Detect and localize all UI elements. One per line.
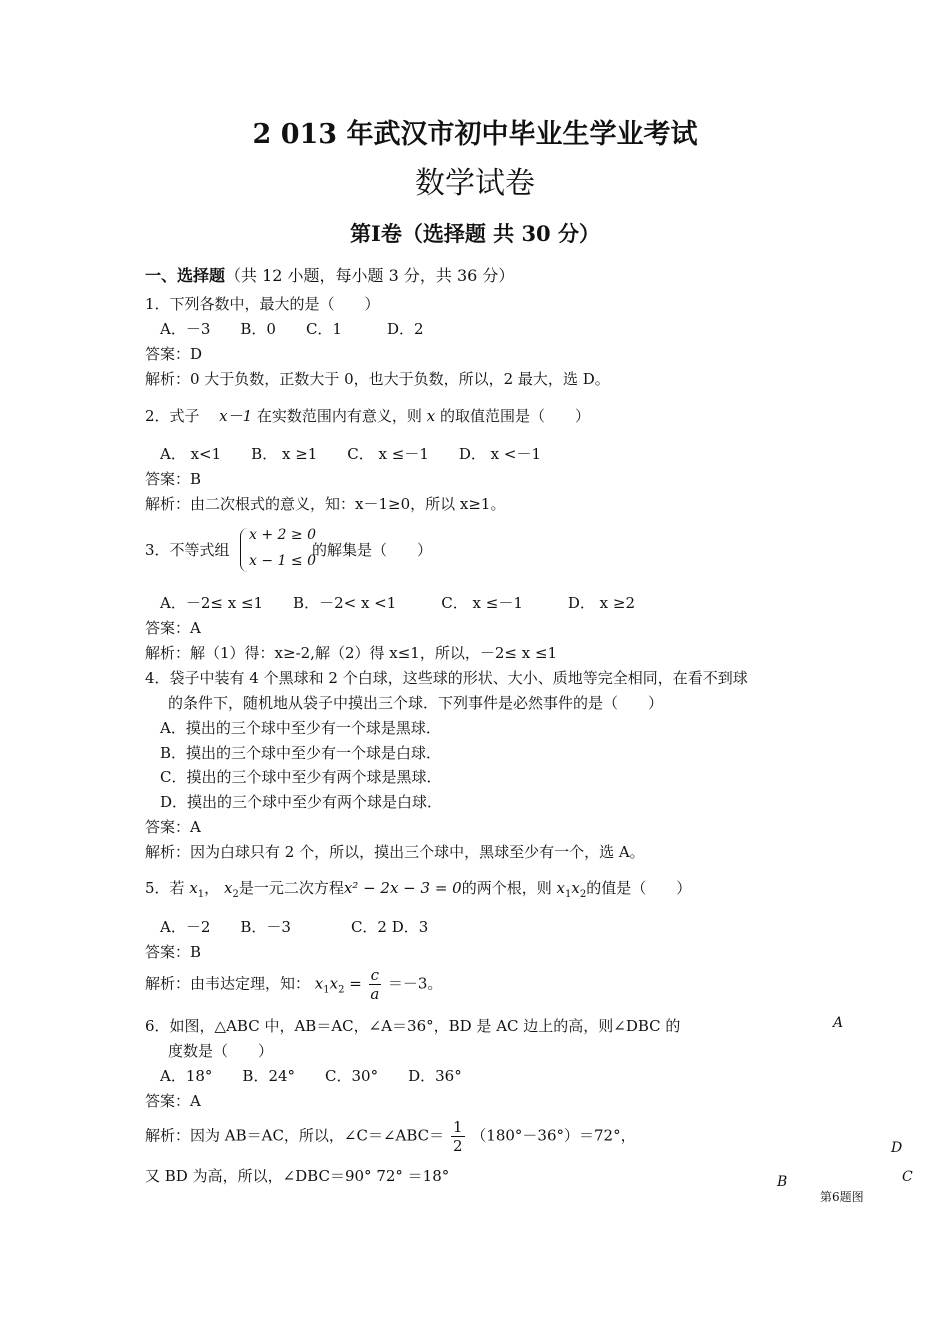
figure-label-d: D (891, 1140, 903, 1156)
q5-product-x1: x (556, 879, 565, 897)
q6-analysis-a: 解析：因为 AB＝AC，所以，∠C＝∠ABC＝ (145, 1126, 445, 1145)
q4-answer: 答案：A (145, 818, 201, 836)
q3-brace (240, 528, 249, 572)
q5-analysis-x2: x (329, 974, 339, 993)
q6-options: A．18° B．24° C．30° D．36° (160, 1067, 462, 1085)
q5-stem-d: 的值是（ ） (586, 879, 692, 897)
q6-fraction-denominator: 2 (452, 1137, 463, 1155)
q5-answer: 答案：B (145, 943, 202, 961)
q5-subscript-1: 1 (197, 889, 205, 900)
q2-stem-a: 2．式子 (145, 407, 200, 425)
q5-analysis-x1: x (314, 974, 324, 993)
q1-stem: 1．下列各数中，最大的是（ ） (145, 295, 380, 313)
q5-root-x1: x (189, 879, 198, 897)
q5-analysis-b: ＝－3。 (387, 974, 443, 993)
q4-stem-line1: 4．袋子中装有 4 个黑球和 2 个白球，这些球的形状、大小、质地等完全相同，在看不到球 (145, 669, 748, 687)
q5-fraction-denominator: a (370, 985, 380, 1003)
q3-inequality-2: x − 1 ≤ 0 (249, 553, 316, 569)
q5-comma: ， (204, 879, 220, 897)
q6-stem-line1: 6．如图，△ABC 中，AB＝AC，∠A＝36°，BD 是 AC 边上的高，则∠DBC 的 (145, 1017, 681, 1035)
volume-title: 第Ⅰ卷（选择题 共 30 分） (350, 221, 600, 246)
q6-stem-line2: 度数是（ ） (168, 1042, 274, 1060)
q5-product-sub-2: 2 (579, 889, 587, 900)
q1-answer: 答案：D (145, 345, 203, 363)
q4-option-b: B．摸出的三个球中至少有一个球是白球． (160, 744, 442, 762)
q6-analysis (145, 1118, 636, 1155)
q4-option-d: D．摸出的三个球中至少有两个球是白球． (160, 793, 443, 811)
exam-title: 2 013 年武汉市初中毕业生学业考试 (252, 119, 698, 150)
exam-subtitle: 数学试卷 (415, 166, 535, 201)
section-heading-note: （共 12 小题，每小题 3 分，共 36 分） (225, 266, 515, 285)
q5-analysis (145, 966, 442, 1003)
q3-inequality-1: x + 2 ≥ 0 (249, 527, 316, 543)
section-heading (145, 266, 514, 286)
q2-radical-expression: x－1 (219, 407, 253, 425)
q1-analysis: 解析：0 大于负数，正数大于 0，也大于负数，所以，2 最大，选 D。 (145, 370, 610, 388)
q2-stem-b: 在实数范围内有意义，则 (256, 407, 422, 425)
q3-analysis: 解析：解（1）得：x≥-2,解（2）得 x≤1，所以，－2≤ x ≤1 (145, 644, 558, 662)
q5-analysis-sub-1: 1 (323, 984, 330, 996)
q6-fraction-numerator: 1 (452, 1118, 463, 1136)
q6-fraction (451, 1118, 465, 1155)
q6-analysis-b: （180°－36°）＝72°， (471, 1126, 636, 1145)
section-heading-label: 一、选择题 (145, 266, 226, 285)
q5-options: A．－2 B．－3 C．2 D．3 (160, 918, 429, 936)
q5-analysis-equals: = (349, 974, 362, 993)
q4-option-c: C．摸出的三个球中至少有两个球是黑球． (160, 768, 442, 786)
q5-stem-c: 的两个根，则 (461, 879, 552, 897)
q3-options: A．－2≤ x ≤1 B．－2< x <1 C． x ≤－1 D． x ≥2 (160, 594, 636, 612)
q2-analysis: 解析：由二次根式的意义，知：x－1≥0，所以 x≥1。 (145, 495, 506, 513)
q5-stem-b: 是一元二次方程 (238, 879, 344, 897)
q4-option-a: A．摸出的三个球中至少有一个球是黑球． (160, 719, 441, 737)
q2-options: A． x<1 B． x ≥1 C． x ≤－1 D． x <－1 (160, 445, 542, 463)
q6-analysis-line2: 又 BD 为高，所以，∠DBC＝90° 72° ＝18° (145, 1167, 450, 1185)
q2-answer: 答案：B (145, 470, 202, 488)
figure-label-a: A (833, 1015, 844, 1031)
q3-answer: 答案：A (145, 619, 201, 637)
q4-analysis: 解析：因为白球只有 2 个，所以，摸出三个球中，黑球至少有一个，选 A。 (145, 843, 645, 861)
q5-product-x2: x (571, 879, 580, 897)
q5-fraction-numerator: c (370, 966, 380, 984)
q2-variable: x (426, 407, 436, 425)
q5-fraction (369, 966, 381, 1003)
q3-stem-a: 3．不等式组 (145, 541, 230, 559)
q5-stem-a: 5．若 (145, 879, 185, 897)
q2-stem-c: 的取值范围是（ ） (439, 407, 590, 425)
q5-stem (145, 878, 691, 905)
q1-options: A．－3 B．0 C．1 D．2 (160, 320, 424, 338)
q5-analysis-sub-2: 2 (338, 984, 345, 996)
figure-caption: 第6题图 (820, 1190, 864, 1204)
figure-label-c: C (902, 1169, 913, 1185)
q5-equation: x² − 2x − 3 = 0 (343, 879, 462, 897)
q2-stem (145, 406, 590, 426)
q4-stem-line2: 的条件下，随机地从袋子中摸出三个球．下列事件是必然事件的是（ ） (168, 694, 664, 712)
q5-analysis-a: 解析：由韦达定理，知： (145, 974, 311, 993)
q5-product-sub-1: 1 (564, 889, 572, 900)
q5-root-x2: x (223, 879, 233, 897)
figure-label-b: B (777, 1174, 788, 1190)
q3-stem-b: 的解集是（ ） (312, 541, 433, 559)
q5-subscript-2: 2 (232, 889, 239, 900)
q6-answer: 答案：A (145, 1092, 201, 1110)
